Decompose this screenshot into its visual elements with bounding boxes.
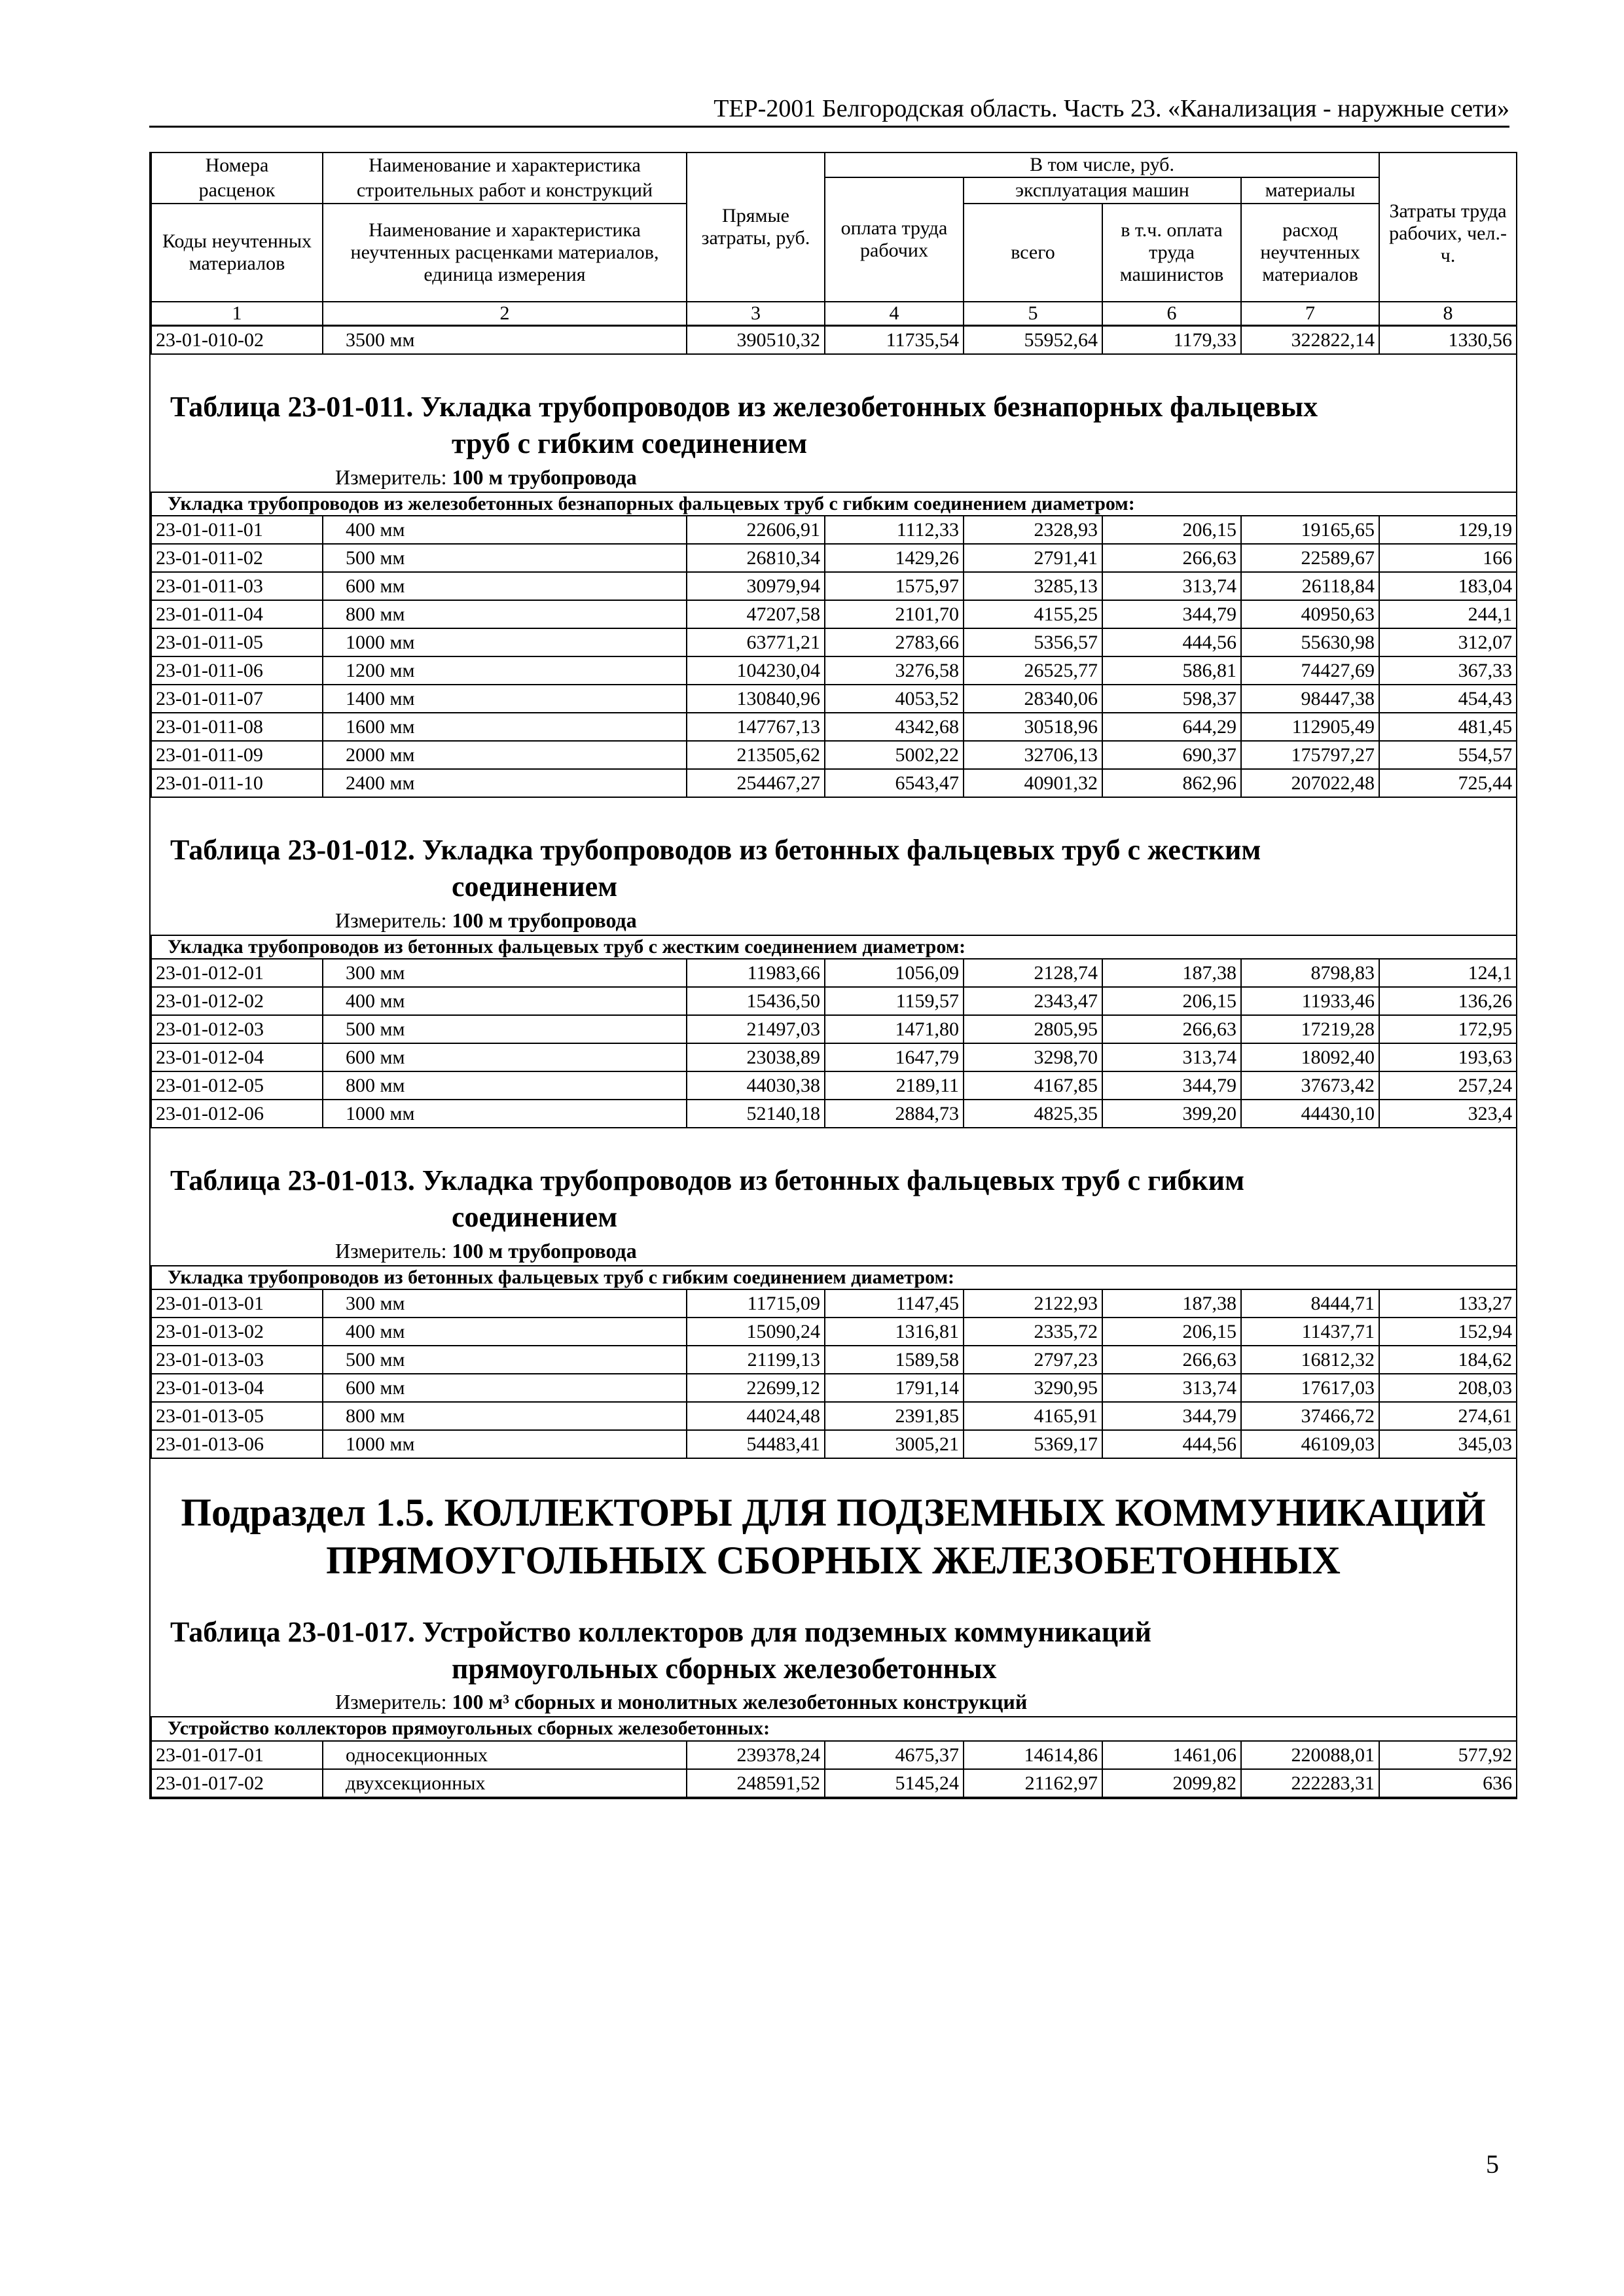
value-cell: 28340,06 [964, 685, 1102, 713]
value-cell: 3290,95 [964, 1374, 1102, 1402]
value-cell: 213505,62 [687, 741, 825, 769]
item-name: 2000 мм [323, 741, 687, 769]
colhead-material-names: Наименование и характеристика неучтенных расценками материалов, единица измерения [323, 204, 687, 302]
item-name: 500 мм [323, 1346, 687, 1374]
value-cell: 577,92 [1379, 1741, 1517, 1769]
tables-content [151, 325, 1516, 1798]
rate-code: 23-01-012-05 [151, 1071, 323, 1100]
value-cell: 184,62 [1379, 1346, 1517, 1374]
value-cell: 444,56 [1102, 1430, 1241, 1458]
value-cell: 30518,96 [964, 713, 1102, 741]
group-heading: Укладка трубопроводов из железобетонных безнапорных фальцевых труб с гибким соединением диаметром: [151, 492, 1517, 516]
value-cell: 133,27 [1379, 1289, 1517, 1318]
group-heading: Укладка трубопроводов из бетонных фальцевых труб с гибким соединением диаметром: [151, 1266, 1517, 1290]
rate-code: 23-01-011-04 [151, 600, 323, 628]
value-cell: 4342,68 [825, 713, 964, 741]
value-cell: 2783,66 [825, 628, 964, 656]
colnum-5: 5 [964, 302, 1102, 325]
value-cell: 206,15 [1102, 1318, 1241, 1346]
table-row [151, 1741, 1517, 1769]
table-row [151, 1015, 1517, 1043]
item-name: 3500 мм [323, 326, 687, 354]
colhead-numbers-2: расценок [151, 177, 323, 204]
value-cell: 16812,32 [1241, 1346, 1379, 1374]
value-cell: 40950,63 [1241, 600, 1379, 628]
value-cell: 21199,13 [687, 1346, 825, 1374]
value-cell: 222283,31 [1241, 1769, 1379, 1797]
table-row [151, 628, 1517, 656]
table-row [151, 1374, 1517, 1402]
value-cell: 399,20 [1102, 1100, 1241, 1128]
value-cell: 55952,64 [964, 326, 1102, 354]
value-cell: 5356,57 [964, 628, 1102, 656]
value-cell: 1429,26 [825, 544, 964, 572]
value-cell: 22589,67 [1241, 544, 1379, 572]
colnum-7: 7 [1241, 302, 1379, 325]
item-name: 1200 мм [323, 656, 687, 685]
colnum-3: 3 [687, 302, 825, 325]
rate-code: 23-01-012-03 [151, 1015, 323, 1043]
value-cell: 40901,32 [964, 769, 1102, 797]
value-cell: 3005,21 [825, 1430, 964, 1458]
value-cell: 26525,77 [964, 656, 1102, 685]
rate-code: 23-01-012-04 [151, 1043, 323, 1071]
value-cell: 32706,13 [964, 741, 1102, 769]
value-cell: 15090,24 [687, 1318, 825, 1346]
value-cell: 2122,93 [964, 1289, 1102, 1318]
item-name: 400 мм [323, 1318, 687, 1346]
value-cell: 586,81 [1102, 656, 1241, 685]
value-cell: 11933,46 [1241, 987, 1379, 1015]
value-cell: 598,37 [1102, 685, 1241, 713]
item-name: 600 мм [323, 1374, 687, 1402]
colhead-name: Наименование и характеристика [323, 152, 687, 177]
value-cell: 344,79 [1102, 600, 1241, 628]
value-cell: 152,94 [1379, 1318, 1517, 1346]
value-cell: 322822,14 [1241, 326, 1379, 354]
value-cell: 4675,37 [825, 1741, 964, 1769]
value-cell: 17617,03 [1241, 1374, 1379, 1402]
value-cell: 206,15 [1102, 987, 1241, 1015]
value-cell: 37673,42 [1241, 1071, 1379, 1100]
table-row [151, 326, 1517, 354]
value-cell: 175797,27 [1241, 741, 1379, 769]
item-name: 800 мм [323, 1071, 687, 1100]
value-cell: 8444,71 [1241, 1289, 1379, 1318]
rates-table [151, 1265, 1517, 1460]
table-row [151, 959, 1517, 987]
value-cell: 208,03 [1379, 1374, 1517, 1402]
value-cell: 345,03 [1379, 1430, 1517, 1458]
value-cell: 2791,41 [964, 544, 1102, 572]
value-cell: 30979,94 [687, 572, 825, 600]
value-cell: 11983,66 [687, 959, 825, 987]
table-row [151, 1318, 1517, 1346]
table-row [151, 1402, 1517, 1430]
rates-table [151, 492, 1517, 798]
value-cell: 52140,18 [687, 1100, 825, 1128]
table-row [151, 1430, 1517, 1458]
value-cell: 454,43 [1379, 685, 1517, 713]
measure-unit: Измеритель: 100 м трубопровода [335, 1238, 637, 1263]
colnum-2: 2 [323, 302, 687, 325]
rate-code: 23-01-017-02 [151, 1769, 323, 1797]
value-cell: 193,63 [1379, 1043, 1517, 1071]
group-heading: Укладка трубопроводов из бетонных фальцевых труб с жестким соединением диаметром: [151, 935, 1517, 960]
table-title: Таблица 23-01-013. Укладка трубопроводов из бетонных фальцевых труб с гибким соединением [170, 1164, 1245, 1234]
value-cell: 367,33 [1379, 656, 1517, 685]
value-cell: 1179,33 [1102, 326, 1241, 354]
page-number: 5 [1486, 2149, 1499, 2179]
value-cell: 2797,23 [964, 1346, 1102, 1374]
item-name: 300 мм [323, 959, 687, 987]
table-row [151, 741, 1517, 769]
value-cell: 690,37 [1102, 741, 1241, 769]
value-cell: 248591,52 [687, 1769, 825, 1797]
value-cell: 554,57 [1379, 741, 1517, 769]
item-name: 2400 мм [323, 769, 687, 797]
rate-code: 23-01-013-04 [151, 1374, 323, 1402]
item-name: 400 мм [323, 987, 687, 1015]
value-cell: 129,19 [1379, 516, 1517, 544]
table-title: Таблица 23-01-017. Устройство коллекторов для подземных коммуникаций прямоугольных сборных железобетонных [170, 1615, 1151, 1685]
table-row [151, 600, 1517, 628]
value-cell: 147767,13 [687, 713, 825, 741]
value-cell: 124,1 [1379, 959, 1517, 987]
value-cell: 22699,12 [687, 1374, 825, 1402]
value-cell: 21497,03 [687, 1015, 825, 1043]
value-cell: 21162,97 [964, 1769, 1102, 1797]
value-cell: 47207,58 [687, 600, 825, 628]
value-cell: 725,44 [1379, 769, 1517, 797]
table-row [151, 1043, 1517, 1071]
value-cell: 46109,03 [1241, 1430, 1379, 1458]
value-cell: 26118,84 [1241, 572, 1379, 600]
value-cell: 3276,58 [825, 656, 964, 685]
value-cell: 11715,09 [687, 1289, 825, 1318]
colhead-labor: Затраты труда рабочих, чел.-ч. [1379, 152, 1517, 302]
item-name: 1000 мм [323, 628, 687, 656]
value-cell: 1112,33 [825, 516, 964, 544]
table-row [151, 656, 1517, 685]
document-body [149, 152, 1517, 1799]
value-cell: 187,38 [1102, 1289, 1241, 1318]
rate-code: 23-01-017-01 [151, 1741, 323, 1769]
value-cell: 206,15 [1102, 516, 1241, 544]
table-title: Таблица 23-01-012. Укладка трубопроводов из бетонных фальцевых труб с жестким соединением [170, 834, 1261, 903]
value-cell: 313,74 [1102, 1374, 1241, 1402]
value-cell: 98447,38 [1241, 685, 1379, 713]
value-cell: 444,56 [1102, 628, 1241, 656]
item-name: 1000 мм [323, 1430, 687, 1458]
rate-code: 23-01-011-08 [151, 713, 323, 741]
colhead-unaccounted-materials: расход неучтенных материалов [1241, 204, 1379, 302]
rate-code: 23-01-013-05 [151, 1402, 323, 1430]
value-cell: 6543,47 [825, 769, 964, 797]
value-cell: 1159,57 [825, 987, 964, 1015]
value-cell: 44024,48 [687, 1402, 825, 1430]
value-cell: 22606,91 [687, 516, 825, 544]
value-cell: 1791,14 [825, 1374, 964, 1402]
rate-code: 23-01-011-07 [151, 685, 323, 713]
colhead-including: В том числе, руб. [825, 152, 1379, 177]
table-title: Таблица 23-01-011. Укладка трубопроводов из железобетонных безнапорных фальцевых труб с гибким соединением [170, 390, 1318, 460]
value-cell: 44430,10 [1241, 1100, 1379, 1128]
value-cell: 19165,65 [1241, 516, 1379, 544]
value-cell: 313,74 [1102, 572, 1241, 600]
value-cell: 644,29 [1102, 713, 1241, 741]
value-cell: 390510,32 [687, 326, 825, 354]
rate-code: 23-01-011-02 [151, 544, 323, 572]
colnum-4: 4 [825, 302, 964, 325]
value-cell: 5369,17 [964, 1430, 1102, 1458]
value-cell: 862,96 [1102, 769, 1241, 797]
value-cell: 1330,56 [1379, 326, 1517, 354]
value-cell: 4167,85 [964, 1071, 1102, 1100]
value-cell: 244,1 [1379, 600, 1517, 628]
colhead-direct-costs: Прямые затраты, руб. [687, 152, 825, 302]
value-cell: 1461,06 [1102, 1741, 1241, 1769]
subsection-title: Подраздел 1.5. КОЛЛЕКТОРЫ ДЛЯ ПОДЗЕМНЫХ КОММУНИКАЦИЙ ПРЯМОУГОЛЬНЫХ СБОРНЫХ ЖЕЛЕЗОБЕТОННЫХ [181, 1491, 1486, 1583]
value-cell: 112905,49 [1241, 713, 1379, 741]
value-cell: 344,79 [1102, 1071, 1241, 1100]
value-cell: 11735,54 [825, 326, 964, 354]
item-name: 800 мм [323, 600, 687, 628]
value-cell: 187,38 [1102, 959, 1241, 987]
value-cell: 18092,40 [1241, 1043, 1379, 1071]
colhead-codes: Коды неучтенных материалов [151, 204, 323, 302]
value-cell: 2884,73 [825, 1100, 964, 1128]
item-name: 1000 мм [323, 1100, 687, 1128]
column-header-table [151, 152, 1517, 325]
rate-code: 23-01-011-06 [151, 656, 323, 685]
rate-code: 23-01-010-02 [151, 326, 323, 354]
value-cell: 257,24 [1379, 1071, 1517, 1100]
value-cell: 74427,69 [1241, 656, 1379, 685]
value-cell: 44030,38 [687, 1071, 825, 1100]
colhead-materials: материалы [1241, 177, 1379, 204]
rates-table [151, 935, 1517, 1129]
value-cell: 2099,82 [1102, 1769, 1241, 1797]
rate-code: 23-01-011-03 [151, 572, 323, 600]
colhead-machines-total: всего [964, 204, 1102, 302]
measure-unit: Измеритель: 100 м трубопровода [335, 465, 637, 489]
value-cell: 312,07 [1379, 628, 1517, 656]
value-cell: 5002,22 [825, 741, 964, 769]
rate-code: 23-01-011-09 [151, 741, 323, 769]
value-cell: 274,61 [1379, 1402, 1517, 1430]
value-cell: 266,63 [1102, 1346, 1241, 1374]
value-cell: 1647,79 [825, 1043, 964, 1071]
rate-code: 23-01-012-02 [151, 987, 323, 1015]
value-cell: 17219,28 [1241, 1015, 1379, 1043]
value-cell: 1056,09 [825, 959, 964, 987]
item-name: 300 мм [323, 1289, 687, 1318]
table-row [151, 713, 1517, 741]
rate-code: 23-01-011-10 [151, 769, 323, 797]
value-cell: 2128,74 [964, 959, 1102, 987]
value-cell: 4165,91 [964, 1402, 1102, 1430]
value-cell: 313,74 [1102, 1043, 1241, 1071]
value-cell: 130840,96 [687, 685, 825, 713]
value-cell: 2343,47 [964, 987, 1102, 1015]
value-cell: 4825,35 [964, 1100, 1102, 1128]
value-cell: 3298,70 [964, 1043, 1102, 1071]
running-header: ТЕР-2001 Белгородская область. Часть 23. «Канализация - наружные сети» [149, 93, 1509, 128]
value-cell: 636 [1379, 1769, 1517, 1797]
value-cell: 63771,21 [687, 628, 825, 656]
value-cell: 26810,34 [687, 544, 825, 572]
value-cell: 2189,11 [825, 1071, 964, 1100]
table-row [151, 544, 1517, 572]
value-cell: 1316,81 [825, 1318, 964, 1346]
colhead-numbers: Номера [151, 152, 323, 177]
value-cell: 266,63 [1102, 544, 1241, 572]
value-cell: 344,79 [1102, 1402, 1241, 1430]
value-cell: 15436,50 [687, 987, 825, 1015]
value-cell: 4053,52 [825, 685, 964, 713]
value-cell: 14614,86 [964, 1741, 1102, 1769]
value-cell: 481,45 [1379, 713, 1517, 741]
rate-code: 23-01-011-01 [151, 516, 323, 544]
colnum-1: 1 [151, 302, 323, 325]
table-row [151, 987, 1517, 1015]
table-row [151, 1769, 1517, 1797]
rate-code: 23-01-013-01 [151, 1289, 323, 1318]
item-name: 600 мм [323, 572, 687, 600]
value-cell: 220088,01 [1241, 1741, 1379, 1769]
item-name: двухсекционных [323, 1769, 687, 1797]
table-row [151, 769, 1517, 797]
value-cell: 23038,89 [687, 1043, 825, 1071]
item-name: 500 мм [323, 544, 687, 572]
item-name: 600 мм [323, 1043, 687, 1071]
value-cell: 8798,83 [1241, 959, 1379, 987]
table-row [151, 572, 1517, 600]
value-cell: 239378,24 [687, 1741, 825, 1769]
rate-code: 23-01-013-06 [151, 1430, 323, 1458]
rate-code: 23-01-013-03 [151, 1346, 323, 1374]
value-cell: 2335,72 [964, 1318, 1102, 1346]
colhead-wages: оплата труда рабочих [825, 177, 964, 302]
value-cell: 2101,70 [825, 600, 964, 628]
value-cell: 2805,95 [964, 1015, 1102, 1043]
value-cell: 3285,13 [964, 572, 1102, 600]
measure-unit: Измеритель: 100 м трубопровода [335, 908, 637, 932]
value-cell: 1147,45 [825, 1289, 964, 1318]
value-cell: 323,4 [1379, 1100, 1517, 1128]
value-cell: 54483,41 [687, 1430, 825, 1458]
colnum-8: 8 [1379, 302, 1517, 325]
colnum-6: 6 [1102, 302, 1241, 325]
value-cell: 55630,98 [1241, 628, 1379, 656]
value-cell: 1589,58 [825, 1346, 964, 1374]
item-name: 400 мм [323, 516, 687, 544]
value-cell: 254467,27 [687, 769, 825, 797]
table-row [151, 1289, 1517, 1318]
value-cell: 1471,80 [825, 1015, 964, 1043]
table-row [151, 685, 1517, 713]
value-cell: 183,04 [1379, 572, 1517, 600]
value-cell: 166 [1379, 544, 1517, 572]
value-cell: 11437,71 [1241, 1318, 1379, 1346]
table-row [151, 1100, 1517, 1128]
rate-code: 23-01-013-02 [151, 1318, 323, 1346]
value-cell: 266,63 [1102, 1015, 1241, 1043]
item-name: 500 мм [323, 1015, 687, 1043]
value-cell: 136,26 [1379, 987, 1517, 1015]
item-name: 1600 мм [323, 713, 687, 741]
value-cell: 2328,93 [964, 516, 1102, 544]
colhead-name-2: строительных работ и конструкций [323, 177, 687, 204]
rate-code: 23-01-011-05 [151, 628, 323, 656]
value-cell: 207022,48 [1241, 769, 1379, 797]
value-cell: 37466,72 [1241, 1402, 1379, 1430]
group-heading: Устройство коллекторов прямоугольных сборных железобетонных: [151, 1717, 1517, 1741]
colhead-machines: эксплуатация машин [964, 177, 1241, 204]
colhead-machinists-wages: в т.ч. оплата труда машинистов [1102, 204, 1241, 302]
value-cell: 104230,04 [687, 656, 825, 685]
item-name: 800 мм [323, 1402, 687, 1430]
table-row [151, 516, 1517, 544]
continued-table [151, 325, 1517, 355]
rate-code: 23-01-012-01 [151, 959, 323, 987]
value-cell: 2391,85 [825, 1402, 964, 1430]
rates-table [151, 1716, 1517, 1798]
table-row [151, 1346, 1517, 1374]
value-cell: 1575,97 [825, 572, 964, 600]
table-row [151, 1071, 1517, 1100]
item-name: 1400 мм [323, 685, 687, 713]
value-cell: 172,95 [1379, 1015, 1517, 1043]
rate-code: 23-01-012-06 [151, 1100, 323, 1128]
item-name: односекционных [323, 1741, 687, 1769]
value-cell: 5145,24 [825, 1769, 964, 1797]
measure-unit: Измеритель: 100 м³ сборных и монолитных железобетонных конструкций [335, 1690, 1028, 1714]
value-cell: 4155,25 [964, 600, 1102, 628]
